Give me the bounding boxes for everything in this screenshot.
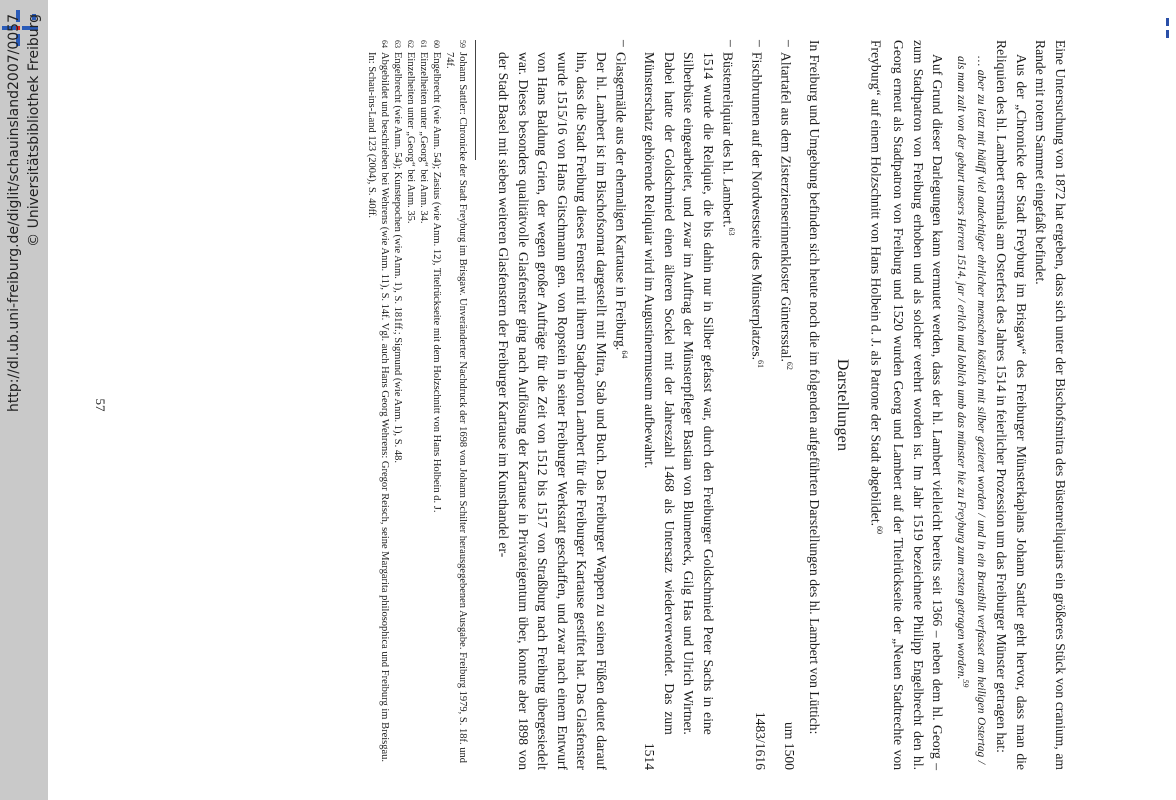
footnote-ref: 63 — [726, 227, 736, 236]
copyright-text: © Universitätsbibliothek Freiburg — [26, 14, 42, 247]
paragraph-depictions: In Freiburg und Umgebung befinden sich heute noch die im folgenden aufgeführten Darstellungen des hl. Lambert von Lüttich: — [807, 40, 823, 735]
page-source-url — [4, 0, 48, 800]
item-date: 1483/1616 — [752, 711, 768, 770]
footnote-ref: 60 — [874, 526, 884, 534]
footnote-ref: 59 — [961, 679, 970, 688]
list-item: – Glasgemälde aus der ehemaligen Kartause in Freiburg.$^{64}$ Der hl. Lambert ist im Bischofsornat dargestellt mit Mitra, Stab und Buch. Das Freiburger Wappen zu seinen Füßen deutet darauf hin, dass die Stadt Freiburg dieses Fenster mit ihrem Stadtpatron Lambert für die Freiburger Kartause gestiftet hat. Das Glasfenster wurde 1515/16 von Hans Gitschmann gen. von Ropstein in seiner Freiburger Werkstatt geschaffen, und zwar nach einem Entwurf von Hans Baldung Grien, der wegen großer Aufträge für die Zeit von 1512 bis 1517 von Straßburg nach Freiburg übergesiedelt war. Dieses besonders qualitätvolle Glasfenster ging nach Auflösung der Kartause in Privateigentum über, konnte aber 1898 von der Stadt Basel mit sieben weiteren Glasfenstern der Freiburger Kartause im Kunsthandel er- — [494, 40, 634, 770]
item-description: Der hl. Lambert ist im Bischofsornat dargestellt mit Mitra, Stab und Buch. Das Freiburger Wappen zu seinen Füßen deutet darauf hin, dass die Stadt Freiburg dieses Fenster mit ihrem Stadtpatron Lambert für die Freiburger Kartause gestiftet hat. Das Glasfenster wurde 1515/16 von Hans Gitschmann gen. von Ropstein in seiner Freiburger Werkstatt geschaffen, und zwar nach einem Entwurf von Hans Baldung Grien, der wegen großer Aufträge für die Zeit von 1512 bis 1517 von Straßburg nach Freiburg übergesiedelt war. Dieses besonders qualitätvolle Glasfenster ging nach Auflösung der Kartause in Privateigentum über, konnte aber 1898 von der Stadt Basel mit sieben weiteren Glasfenstern der Freiburger Kartause im Kunsthandel er- — [496, 52, 609, 770]
footnote-ref: 61 — [755, 360, 765, 369]
list-item: – Altartafel aus dem Zisterzienserinnenkloster Güntersstal.$^{62}$ um 1500 — [776, 40, 799, 770]
footnote: 63 Engelbrecht (wie Anm. 54); Kunstepochen (wie Anm. 1), S. 181ff.; Sigmund (wie Anm. 1), S. 48. — [391, 40, 403, 464]
item-title: Altartafel aus dem Zisterzienserinnenkloster Güntersstal. — [778, 52, 794, 362]
footnotes — [365, 40, 469, 770]
scanned-page — [70, 40, 1070, 770]
edge-marker — [1166, 18, 1169, 26]
patron-text: Auf Grund dieser Darlegungen kann vermutet werden, dass der hl. Lambert vielleicht bereits seit 1366 – neben dem hl. Georg – zum Stadtpatron von Freiburg erhoben und als solcher verehrt worden ist. Im Jahr 1519 bezeichnete Philipp Engelbrecht den hl. Georg erneut als Stadtpatron von Freiburg und 1520 wurden Georg und Lambert auf der Titelrückseite der „Neuen Stadtrechte von Freyburg“ auf einem Holzschnitt von Hans Holbein d. J. als Patrone der Stadt abgebildet. — [868, 40, 946, 770]
item-description: 1514 wurde die Reliquie, die bis dahin nur in Silber gefasst war, durch den Freiburger Goldschmied Peter Sachs in eine Silberbüste eingearbeitet, und zwar im Auftrag der Münsterpfleger Bastian von Blumeneck, Gilg Has und Ulrich Wirtner. Dabei hatte der Goldschmied einen älteren Sockel mit der Jahreszahl 1468 als Untersatz wiederverwendet. Das zum Münsterschatz gehörende Reliquiar wird im Augustinermuseum aufbewahrt. — [642, 52, 716, 735]
edge-marker — [1166, 30, 1169, 38]
footnote-ref: 64 — [619, 350, 629, 359]
footnote: 59 Johann Sattler: Chronicke der Stadt Freyburg im Brisgaw. Unveränderter Nachdruck der 1698 von Johann Schilter herausgegebenen Ausgabe. Freiburg 1979, S. 18f. und 74f. — [443, 40, 468, 764]
footnote-divider — [475, 40, 476, 160]
paragraph-patron — [866, 40, 948, 770]
footnote: 64 Abgebildet und beschrieben bei Wehrens (wie Anm. 11), S. 14f. Vgl. auch Hans Georg Wehrens: Gregor Reisch, seine Margarita philosophica und Freiburg im Breisgau. In: Schau-ins-Land 123 (2004), S. 40ff. — [365, 40, 390, 763]
paragraph-intro: Eine Untersuchung von 1872 hat ergeben, dass sich unter der Bischofsmitra des Büstenreliquiars ein größeres Stück von cranium, am Rande mit rotem Sammet eingefaßt befindet. — [1033, 40, 1068, 770]
section-heading: Darstellungen — [833, 358, 851, 452]
item-title: Glasgemälde aus der ehemaligen Kartause in Freiburg. — [613, 52, 629, 351]
edge-markers — [1166, 18, 1174, 38]
item-date: um 1500 — [781, 722, 797, 770]
source-url-text[interactable]: http://dl.ub.uni-freiburg.de/diglit/schauinsland2007/0057 — [6, 14, 22, 412]
quote-text: … aber zu letzt mit häüff viel andechtiger ehrlicher menschen köstlich mit silber gezieret worden / und in ein Brustbilt verfasset am heiligen Ostertag / als man zalt von der geburt unsers Herren 1514. jar / erlich und loblich umb das münster hie zu Freyburg zum ersten getragen worden. — [955, 56, 987, 764]
chronicle-quote — [953, 40, 988, 770]
page-number: 57 — [93, 398, 108, 412]
paragraph-chronicle: Aus der „Chronicke der Stadt Freyburg im Brisgaw“ des Freiburger Münsterkaplans Johann Sattler geht hervor, dass man die Reliquien des hl. Lambert erstmals am Osterfest des Jahres 1514 in feierlicher Prozession um das Freiburger Münster getragen hat: — [994, 40, 1029, 770]
item-title: Büstenreliquiar des hl. Lambert. — [720, 52, 736, 228]
item-title: Fischbrunnen auf der Nordwestseite des Münsterplatzes. — [749, 52, 765, 361]
list-item: – Büstenreliquiar des hl. Lambert.$^{63}$ 1514 wurde die Reliquie, die bis dahin nur in Silber gefasst war, durch den Freiburger Goldschmied Peter Sachs in eine Silberbüste eingearbeitet, und zwar im Auftrag der Münsterpfleger Bastian von Blumeneck, Gilg Has und Ulrich Wirtner. Dabei hatte der Goldschmied einen älteren Sockel mit der Jahreszahl 1468 als Untersatz wiederverwendet. Das zum Münsterschatz gehörende Reliquiar wird im Augustinermuseum aufbewahrt. 1514 — [640, 40, 741, 770]
viewer-sidebar — [0, 0, 48, 800]
item-date: 1514 — [642, 742, 658, 770]
depictions-list — [494, 40, 799, 770]
footnote: 62 Einzelheiten unter „Georg“ bei Anm. 35. — [404, 40, 416, 224]
list-item: – Fischbrunnen auf der Nordwestseite des Münsterplatzes.$^{61}$ 1483/1616 — [747, 40, 770, 770]
footnote: 61 Einzelheiten unter „Georg“ bei Anm. 34. — [417, 40, 429, 224]
footnote-ref: 62 — [784, 361, 794, 370]
footnote: 60 Engelbrecht (wie Anm. 54); Zasius (wie Anm. 12), Titelrückseite mit dem Holzschnitt von Hans Holbein d. J. — [430, 40, 442, 513]
